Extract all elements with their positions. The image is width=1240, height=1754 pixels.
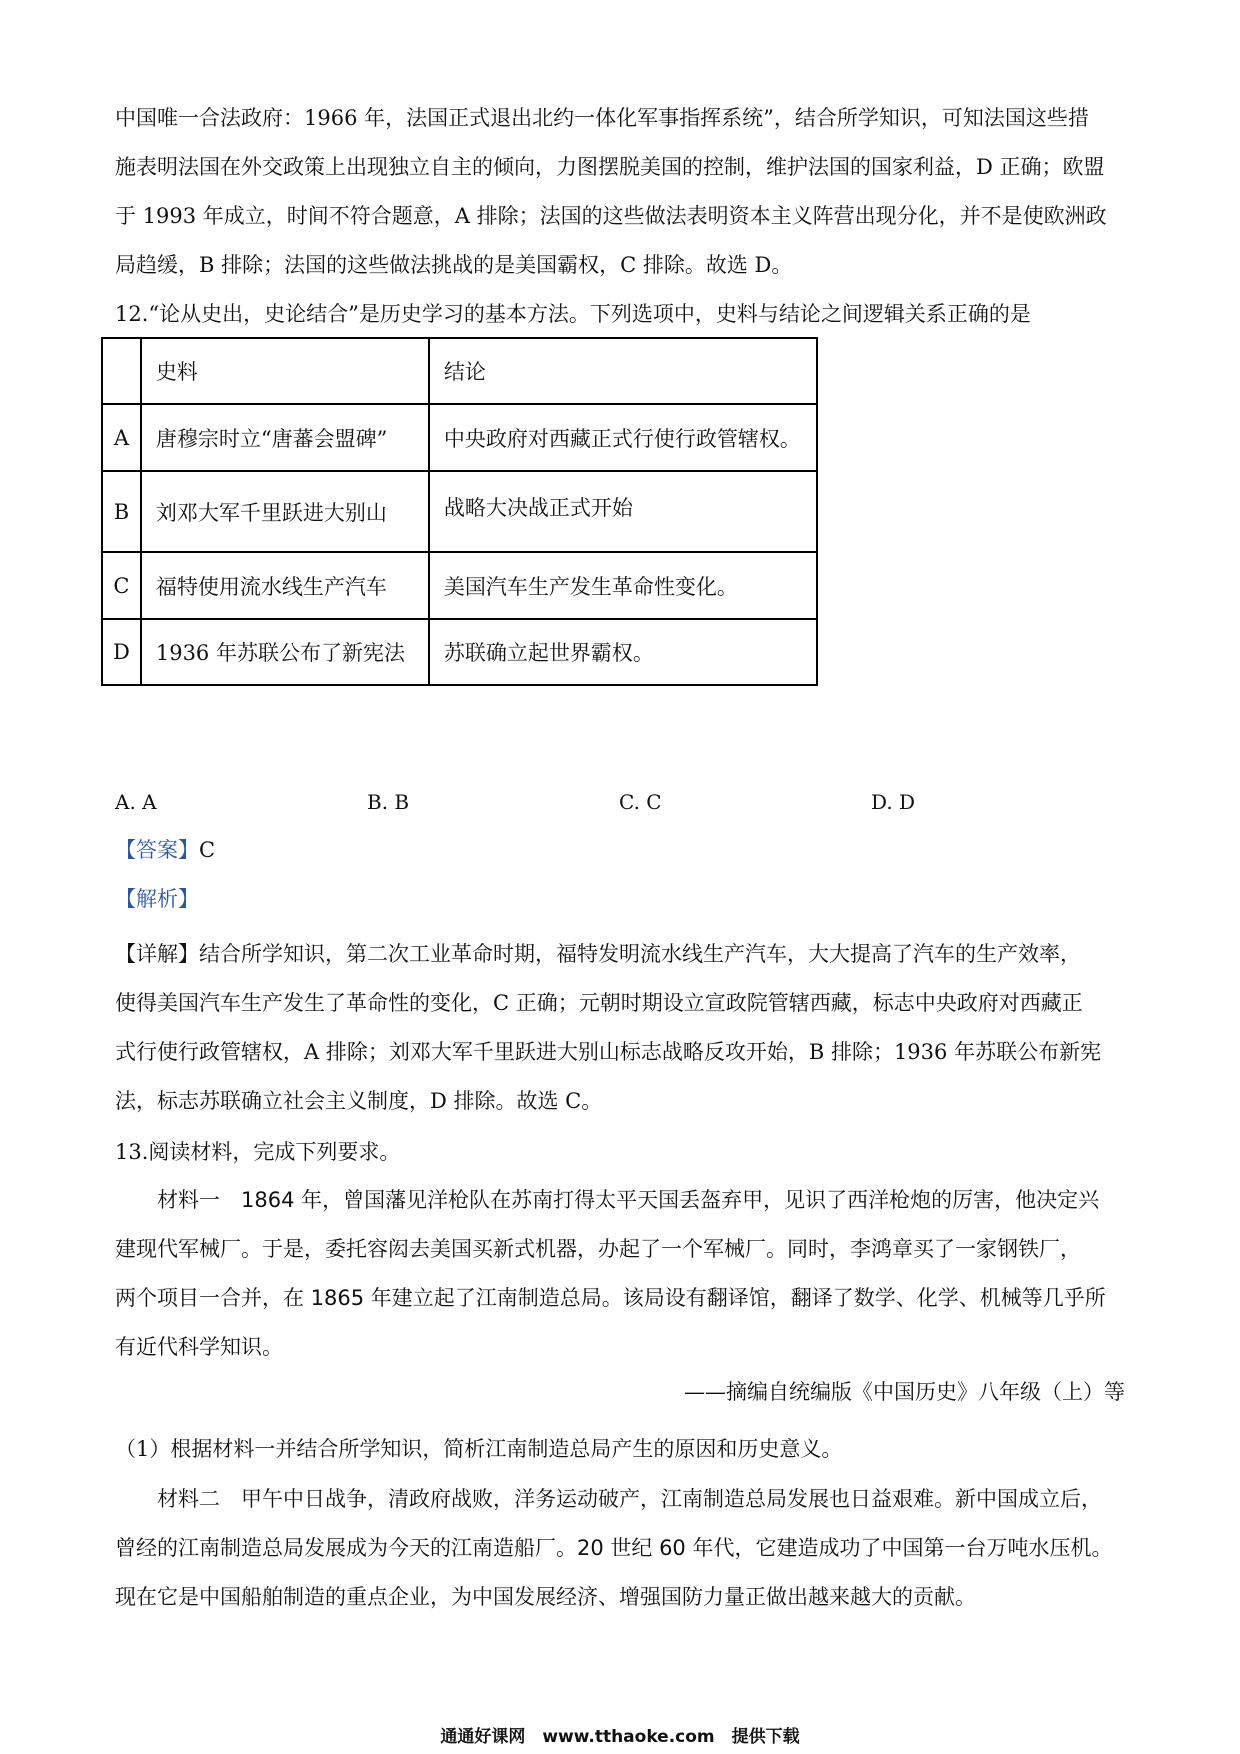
table-header-conclusion: 结论: [429, 338, 817, 404]
table-cell: 福特使用流水线生产汽车: [141, 552, 429, 619]
text-line: 局趋缓，B 排除；法国的这些做法挑战的是美国霸权，C 排除。故选 D。: [115, 253, 793, 277]
q12-options: [115, 790, 1115, 830]
option-label: A: [102, 404, 141, 471]
q13-stem: 13.阅读材料，完成下列要求。: [115, 1140, 401, 1164]
table-cell: 中央政府对西藏正式行使行政管辖权。: [429, 404, 817, 471]
analysis-heading: 【解析】: [115, 887, 199, 911]
text-line: 两个项目一合并，在 1865 年建立起了江南制造总局。该局设有翻译馆，翻译了数学、化学、机械等几乎所: [115, 1286, 1106, 1310]
table-cell: 苏联确立起世界霸权。: [429, 619, 817, 685]
table-cell: 美国汽车生产发生革命性变化。: [429, 552, 817, 619]
text-line: 材料一 1864 年，曾国藩见洋枪队在苏南打得太平天国丢盔弃甲，见识了西洋枪炮的厉害，他决定兴: [157, 1188, 1100, 1212]
text-line: 施表明法国在外交政策上出现独立自主的倾向，力图摆脱美国的控制，维护法国的国家利益，D 正确；欧盟: [115, 155, 1105, 179]
text-line: 材料二 甲午中日战争，清政府战败，洋务运动破产，江南制造总局发展也日益艰难。新中国成立后，: [157, 1487, 1102, 1511]
text-line: 现在它是中国船舶制造的重点企业，为中国发展经济、增强国防力量正做出越来越大的贡献。: [115, 1585, 976, 1609]
option-label: B: [102, 471, 141, 552]
option-d: D. D: [871, 790, 916, 814]
option-label: D: [102, 619, 141, 685]
q12-detail: [115, 930, 1135, 1126]
answer-value: C: [199, 838, 216, 862]
table-header-source: 史料: [141, 338, 429, 404]
table-cell: 唐穆宗时立“唐蕃会盟碑”: [141, 404, 429, 471]
text-line: 【详解】结合所学知识，第二次工业革命时期，福特发明流水线生产汽车，大大提高了汽车的生产效率，: [115, 942, 1081, 966]
option-a: A. A: [115, 790, 157, 814]
q13-material-2: [115, 1475, 1135, 1622]
table-row: [102, 619, 817, 685]
table-cell: 1936 年苏联公布了新宪法: [141, 619, 429, 685]
text-line: 法，标志苏联确立社会主义制度，D 排除。故选 C。: [115, 1089, 603, 1113]
answer-label: 【答案】: [115, 838, 199, 862]
text-line: 建现代军械厂。于是，委托容闳去美国买新式机器，办起了一个军械厂。同时，李鸿章买了一家钢铁厂，: [115, 1237, 1081, 1261]
table-row: [102, 552, 817, 619]
q13-subquestion-1: （1）根据材料一并结合所学知识，简析江南制造总局产生的原因和历史意义。: [115, 1437, 843, 1461]
q13-material-1: [115, 1176, 1135, 1372]
table-cell: 战略大决战正式开始: [429, 471, 817, 552]
answer-line: [115, 834, 215, 864]
page-footer: 通通好课网 www.tthaoke.com 提供下载: [440, 1727, 800, 1747]
text-line: 曾经的江南制造总局发展成为今天的江南造船厂。20 世纪 60 年代，它建造成功了中国第一台万吨水压机。: [115, 1536, 1113, 1560]
text-line: 有近代科学知识。: [115, 1335, 283, 1359]
q12-table: [101, 337, 818, 686]
option-c: C. C: [619, 790, 662, 814]
material-1-source: ——摘编自统编版《中国历史》八年级（上）等: [684, 1380, 1125, 1404]
text-line: 使得美国汽车生产发生了革命性的变化，C 正确；元朝时期设立宣政院管辖西藏，标志中央政府对西藏正: [115, 991, 1083, 1015]
table-row: [102, 471, 817, 552]
text-line: 于 1993 年成立，时间不符合题意，A 排除；法国的这些做法表明资本主义阵营出现分化，并不是使欧洲政: [115, 204, 1107, 228]
text-line: 中国唯一合法政府：1966 年，法国正式退出北约一体化军事指挥系统”，结合所学知识，可知法国这些措: [115, 106, 1089, 130]
table-cell: 刘邓大军千里跃进大别山: [141, 471, 429, 552]
text-line: 式行使行政管辖权，A 排除；刘邓大军千里跃进大别山标志战略反攻开始，B 排除；1936 年苏联公布新宪: [115, 1040, 1102, 1064]
option-label: C: [102, 552, 141, 619]
table-header-row: [102, 338, 817, 404]
q11-analysis-continuation: [115, 94, 1135, 290]
table-row: [102, 404, 817, 471]
table-cell: [102, 338, 141, 404]
option-b: B. B: [367, 790, 410, 814]
q12-stem: 12.“论从史出，史论结合”是历史学习的基本方法。下列选项中，史料与结论之间逻辑关系正确的是: [115, 302, 1031, 326]
